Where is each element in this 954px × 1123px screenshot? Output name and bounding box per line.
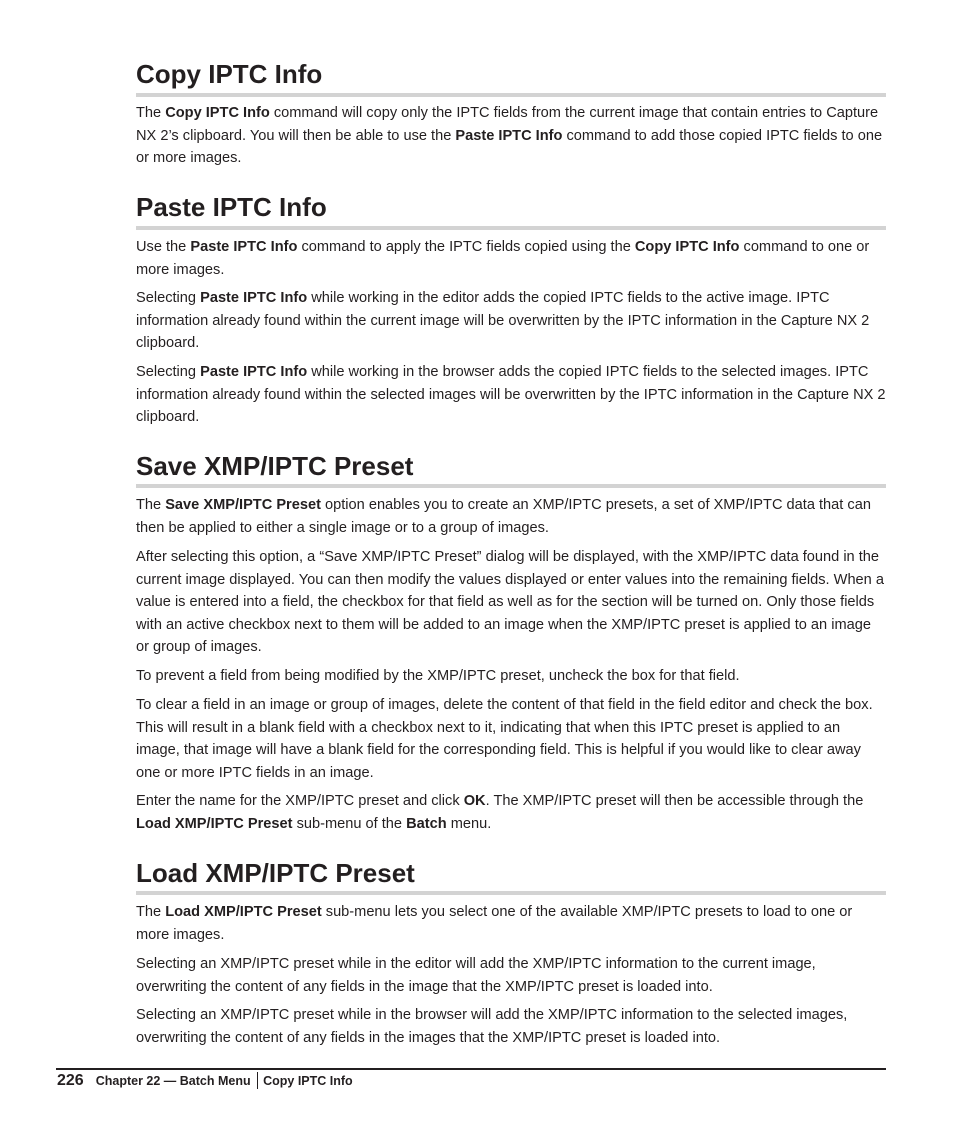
command-name: Batch [406, 815, 447, 832]
paragraph: The Copy IPTC Info command will copy only the IPTC fields from the current image that contain entries to Capture NX 2’s clipboard. You will then be able to use the Paste IPTC Info command to add those copied IPTC fields to one or more images. [136, 105, 883, 166]
command-name: Paste IPTC Info [190, 239, 298, 255]
heading-copy-iptc-info: Copy IPTC Info [136, 59, 323, 89]
page-number: 226 [57, 1072, 84, 1089]
footer-section: Copy IPTC Info [263, 1074, 353, 1088]
command-name: Paste IPTC Info [200, 364, 308, 380]
heading-load-xmp-iptc-preset: Load XMP/IPTC Preset [136, 858, 415, 888]
command-name: Paste IPTC Info [455, 127, 563, 144]
paragraph: To clear a field in an image or group of images, delete the content of that field in the field editor and check the box. This will result in a blank field with a checkbox next to it, indicating that when this IPTC preset is applied to an image, that image will have a blank field for the corresponding field. This is helpful if you would like to clear away one or more IPTC fields in an image. [136, 697, 873, 781]
command-name: Save XMP/IPTC Preset [165, 497, 321, 513]
paragraph: Selecting an XMP/IPTC preset while in the editor will add the XMP/IPTC information to the current image, overwriting the content of any fields in the image that the XMP/IPTC preset is loaded into. [136, 956, 816, 995]
command-name: Load XMP/IPTC Preset [136, 815, 293, 832]
heading-rule [136, 93, 886, 97]
paragraph: Enter the name for the XMP/IPTC preset and click OK. The XMP/IPTC preset will then be accessible through the Load XMP/IPTC Preset sub-menu of the Batch menu. [136, 793, 864, 832]
paragraph: To prevent a field from being modified by the XMP/IPTC preset, uncheck the box for that field. [136, 668, 740, 684]
footer-chapter: Chapter 22 — Batch Menu [95, 1074, 251, 1088]
paragraph: After selecting this option, a “Save XMP/IPTC Preset” dialog will be displayed, with the XMP/IPTC data found in the current image displayed. You can then modify the values displayed or enter values into the remaining fields. When a value is entered into a field, the checkbox for that field as well as for the section will be turned on. Only those fields with an active checkbox next to them will be added to an image when the XMP/IPTC preset is applied to an image or group of images. [136, 549, 884, 655]
heading-rule [136, 484, 886, 488]
heading-rule [136, 891, 886, 895]
command-name: Copy IPTC Info [165, 105, 270, 121]
paragraph: Selecting an XMP/IPTC preset while in the browser will add the XMP/IPTC information to the selected images, overwriting the content of any fields in the images that the XMP/IPTC preset is loaded into. [136, 1007, 848, 1046]
paragraph: The Save XMP/IPTC Preset option enables you to create an XMP/IPTC presets, a set of XMP/IPTC data that can then be applied to either a single image or to a group of images. [136, 497, 871, 536]
paragraph: The Load XMP/IPTC Preset sub-menu lets you select one of the available XMP/IPTC presets to load to one or more images. [136, 904, 853, 943]
command-name: Load XMP/IPTC Preset [165, 904, 322, 920]
paragraph: Selecting Paste IPTC Info while working in the editor adds the copied IPTC fields to the active image. IPTC information already found within the current image will be overwritten by the IPTC information in the Capture NX 2 clipboard. [136, 290, 870, 351]
footer-divider [257, 1072, 259, 1089]
heading-save-xmp-iptc-preset: Save XMP/IPTC Preset [136, 451, 414, 481]
command-name: Paste IPTC Info [200, 290, 308, 306]
page-footer [57, 1072, 353, 1090]
command-name: Copy IPTC Info [634, 239, 740, 255]
command-name: OK [463, 793, 486, 809]
heading-rule [136, 226, 886, 230]
paragraph: Use the Paste IPTC Info command to apply the IPTC fields copied using the Copy IPTC Info command to one or more images. [136, 239, 870, 278]
heading-paste-iptc-info: Paste IPTC Info [136, 192, 327, 222]
footer-rule [56, 1068, 886, 1070]
paragraph: Selecting Paste IPTC Info while working in the browser adds the copied IPTC fields to the selected images. IPTC information already found within the selected images will be overwritten by the IPTC information in the Capture NX 2 clipboard. [136, 364, 886, 425]
